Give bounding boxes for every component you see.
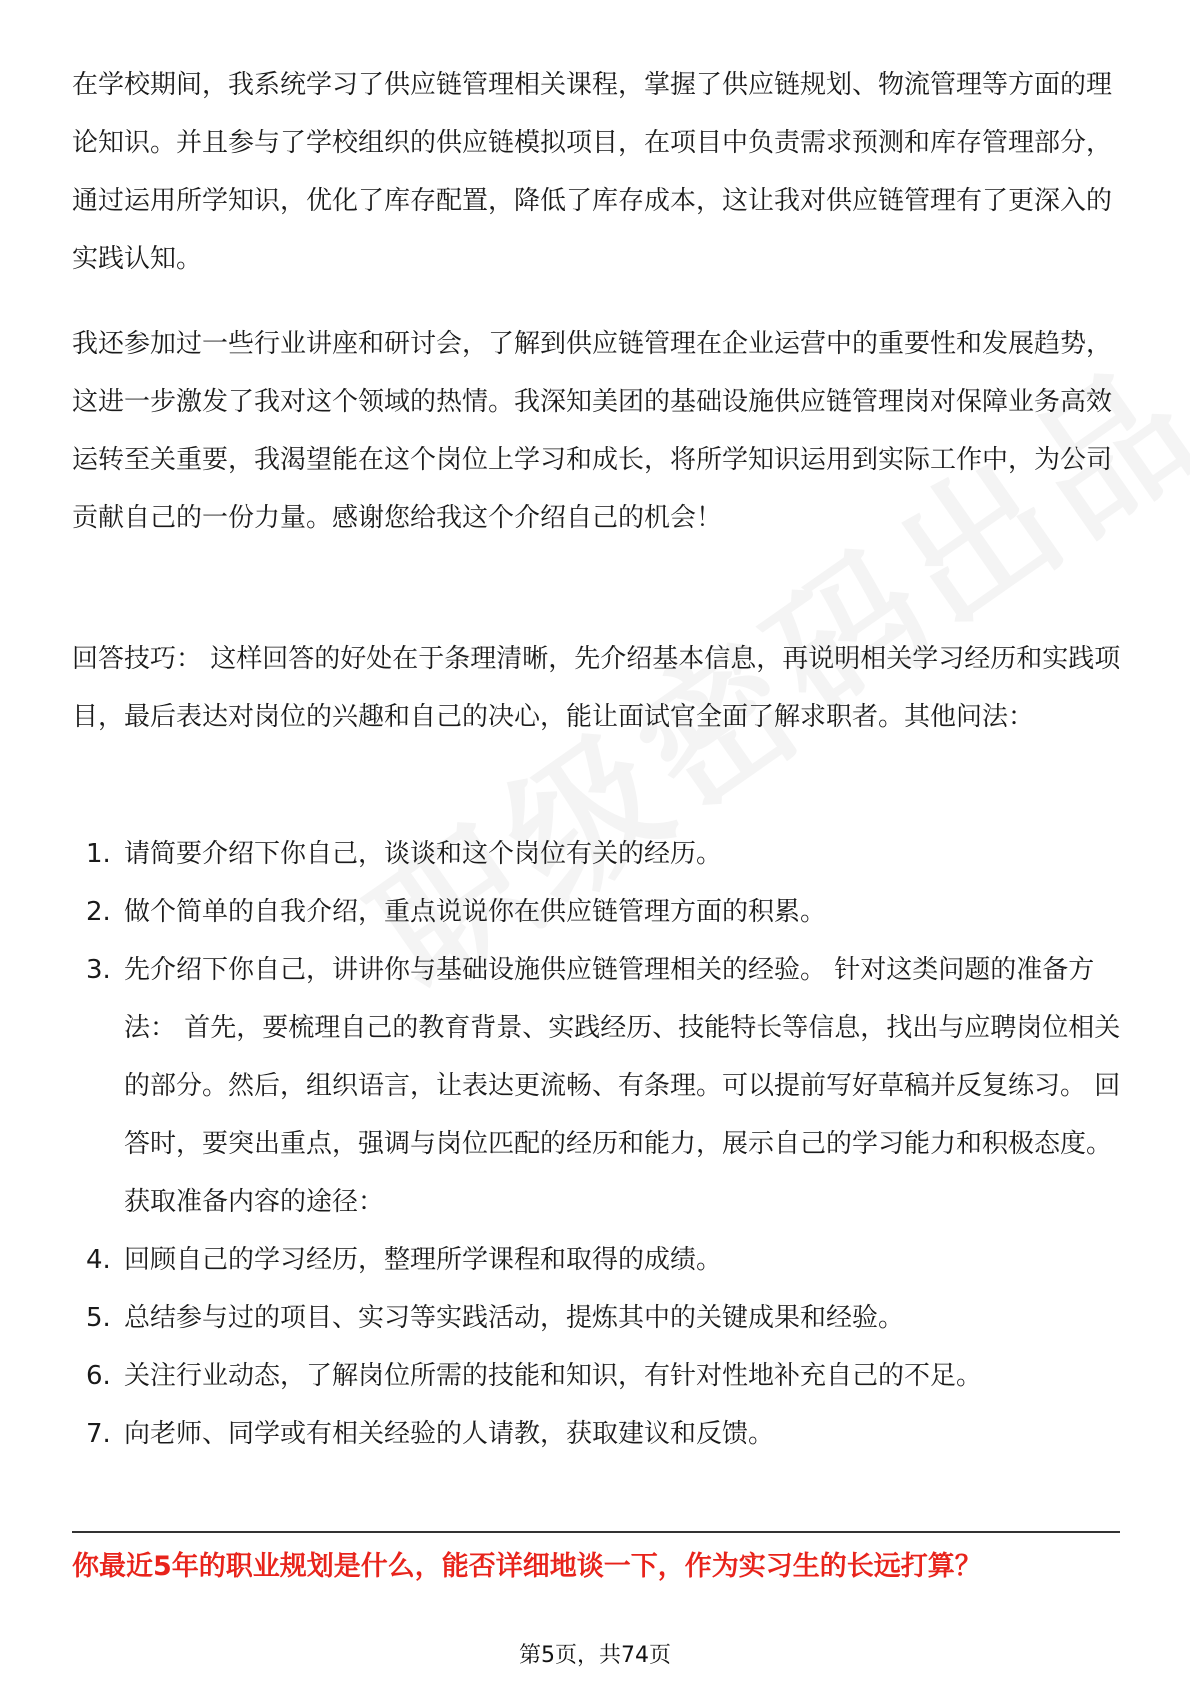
list-text: 关注行业动态，了解岗位所需的技能和知识，有针对性地补充自己的不足。: [124, 1361, 983, 1391]
paragraph-study-experience: 在学校期间，我系统学习了供应链管理相关课程，掌握了供应链规划、物流管理等方面的理论知识。并且参与了学校组织的供应链模拟项目，在项目中负责需求预测和库存管理部分，通过运用所学知识，优化了库存配置，降低了库存成本，这让我对供应链管理有了更深入的实践认知。: [72, 70, 1113, 274]
section-divider: [72, 1531, 1120, 1533]
list-item: [72, 1289, 1122, 1347]
list-text: 总结参与过的项目、实习等实践活动，提炼其中的关键成果和经验。: [124, 1303, 905, 1333]
list-number: 2.: [86, 897, 111, 927]
list-text: 先介绍下你自己，讲讲你与基础设施供应链管理相关的经验。 针对这类问题的准备方法： 首先，要梳理自己的教育背景、实践经历、技能特长等信息，找出与应聘岗位相关的部分。然后，组织语言，让表达更流畅、有条理。可以提前写好草稿并反复练习。 回答时，要突出重点，强调与岗位匹配的经历和能力，展示自己的学习能力和积极态度。 获取准备内容的途径：: [124, 955, 1121, 1217]
list-number: 4.: [86, 1245, 111, 1275]
list-number: 7.: [86, 1419, 111, 1449]
list-number: 5.: [86, 1303, 111, 1333]
list-item: [72, 1231, 1122, 1289]
list-item: [72, 1347, 1122, 1405]
paragraph-motivation: 我还参加过一些行业讲座和研讨会，了解到供应链管理在企业运营中的重要性和发展趋势，这进一步激发了我对这个领域的热情。我深知美团的基础设施供应链管理岗对保障业务高效运转至关重要，我渴望能在这个岗位上学习和成长，将所学知识运用到实际工作中，为公司贡献自己的一份力量。感谢您给我这个介绍自己的机会！: [72, 329, 1113, 533]
list-item: [72, 825, 1122, 883]
list-text: 回顾自己的学习经历，整理所学课程和取得的成绩。: [124, 1245, 723, 1275]
paragraph-answer-tips: 回答技巧： 这样回答的好处在于条理清晰，先介绍基本信息，再说明相关学习经历和实践项目，最后表达对岗位的兴趣和自己的决心，能让面试官全面了解求职者。其他问法：: [72, 644, 1121, 732]
page-number: 第5页，共74页: [519, 1643, 671, 1668]
list-item: [72, 1405, 1122, 1463]
list-number: 6.: [86, 1361, 111, 1391]
alternative-questions-list: [72, 825, 1122, 1463]
list-number: 3.: [86, 955, 111, 985]
next-question-heading: 你最近5年的职业规划是什么，能否详细地谈一下，作为实习生的长远打算？: [72, 1551, 982, 1582]
list-item: [72, 941, 1122, 1231]
list-text: 做个简单的自我介绍，重点说说你在供应链管理方面的积累。: [124, 897, 827, 927]
list-text: 向老师、同学或有相关经验的人请教，获取建议和反馈。: [124, 1419, 775, 1449]
list-text: 请简要介绍下你自己，谈谈和这个岗位有关的经历。: [124, 839, 723, 869]
list-item: [72, 883, 1122, 941]
list-number: 1.: [86, 839, 111, 869]
